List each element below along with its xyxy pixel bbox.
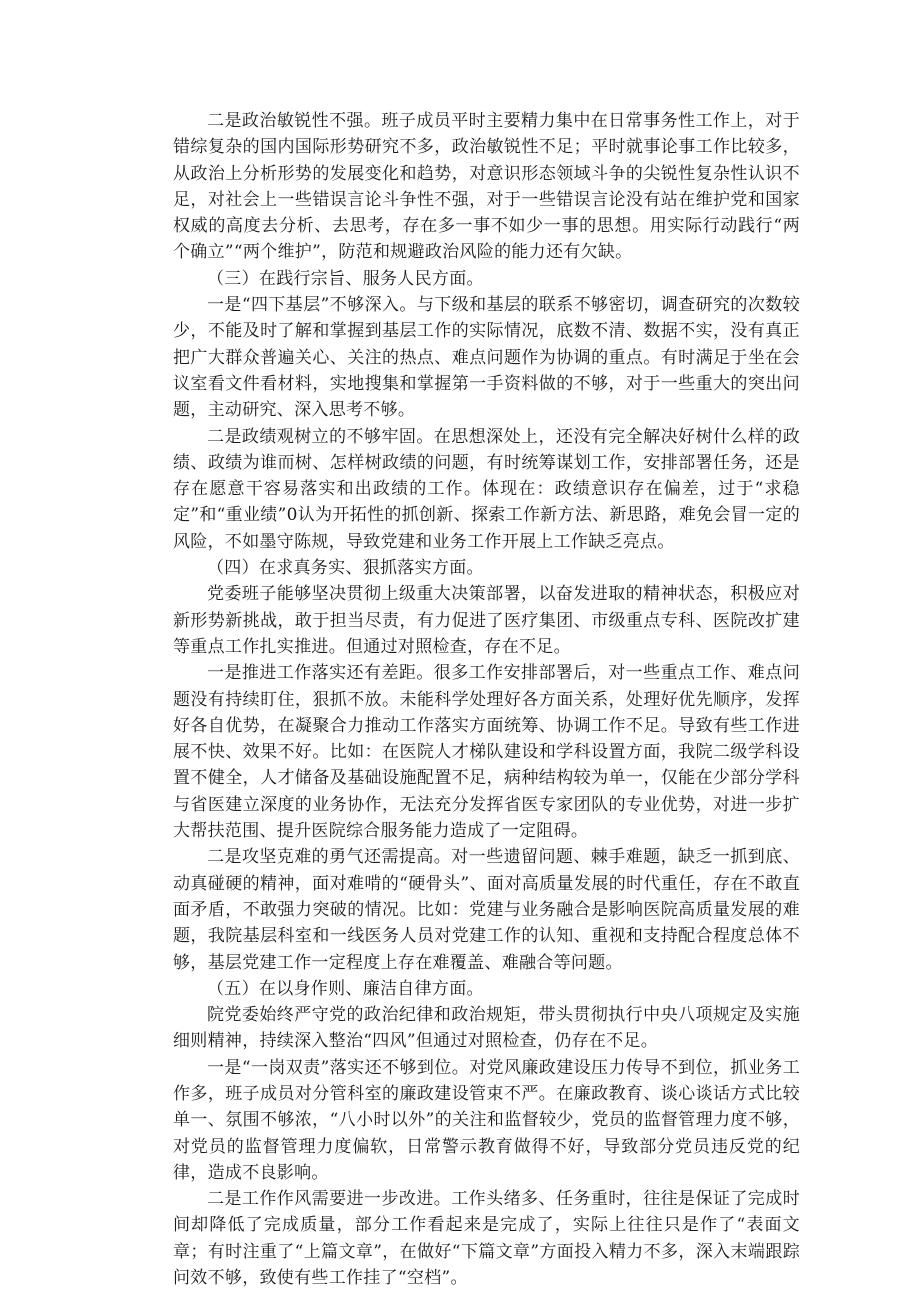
paragraph-work-style: 二是工作作风需要进一步改进。工作头绪多、任务重时，往往是保证了完成时间却降低了完成质量，部分工作看起来是完成了，实际上往往只是作了“表面文章；有时注重了“上篇文章”，在做好“下篇文章”方面投入精力不多，深入末端跟踪问效不够，致使有些工作挂了“空档”。 xyxy=(173,1189,800,1289)
paragraph-courage: 二是攻坚克难的勇气还需提高。对一些遗留问题、棘手难题，缺乏一抓到底、动真碰硬的精神，面对难啃的“硬骨头”、面对高质量发展的时代重任，存在不敢直面矛盾，不敢强力突破的情况。比如：党建与业务融合是影响医院高质量发展的难题，我院基层科室和一线医务人员对党建工作的认知、重视和支持配合程度总体不够，基层党建工作一定程度上存在难覆盖、难融合等问题。 xyxy=(173,847,800,973)
section-heading-5: （五）在以身作则、廉洁自律方面。 xyxy=(207,978,484,999)
paragraph-implementation-gap: 一是推进工作落实还有差距。很多工作安排部署后，对一些重点工作、难点问题没有持续盯住，狠抓不放。未能科学处理好各方面关系，处理好优先顺序，发挥好各自优势，在凝聚合力推动工作落实方面统筹、协调工作不足。导致有些工作进展不快、效果不好。比如：在医院人才梯队建设和学科设置方面，我院二级学科设置不健全，人才储备及基础设施配置不足，病种结构较为单一，仅能在少部分学科与省医建立深度的业务协作，无法充分发挥省医专家团队的专业优势，对进一步扩大帮扶范围、提升医院综合服务能力造成了一定阻碍。 xyxy=(173,663,800,842)
paragraph-performance-view: 二是政绩观树立的不够牢固。在思想深处上，还没有完全解决好树什么样的政绩、政绩为谁而树、怎样树政绩的问题，有时统筹谋划工作，安排部署任务，还是存在愿意干容易落实和出政绩的工作。体现在：政绩意识存在偏差，过于“求稳定”和“重业绩”0认为开拓性的抓创新、探索工作新方法、新思路，难免会冒一定的风险，不如墨守陈规，导致党建和业务工作开展上工作缺乏亮点。 xyxy=(173,426,800,552)
paragraph-political-sensitivity: 二是政治敏锐性不强。班子成员平时主要精力集中在日常事务性工作上，对于错综复杂的国内国际形势研究不多，政治敏锐性不足；平时就事论事工作比较多，从政治上分析形势的发展变化和趋势，对意识形态领域斗争的尖锐性复杂性认识不足，对社会上一些错误言论斗争性不强，对于一些错误言论没有站在维护党和国家权威的高度去分析、去思考，存在多一事不如少一事的思想。用实际行动践行“两个确立”“两个维护”，防范和规避政治风险的能力还有欠缺。 xyxy=(173,111,800,263)
paragraph-dual-responsibility: 一是“一岗双责”落实还不够到位。对党风廉政建设压力传导不到位，抓业务工作多，班子成员对分管科室的廉政建设管束不严。在廉政教育、谈心谈话方式比较单一、氛围不够浓，“八小时以外”的关注和监督较少，党员的监督管理力度不够，对党员的监督管理力度偏软，日常警示教育做得不好，导致部分党员违反党的纪律，造成不良影响。 xyxy=(173,1057,800,1183)
paragraph-party-committee: 党委班子能够坚决贯彻上级重大决策部署，以奋发进取的精神状态，积极应对新形势新挑战，敢于担当尽责，有力促进了医疗集团、市级重点专科、医院改扩建等重点工作扎实推进。但通过对照检查，存在不足。 xyxy=(173,584,800,657)
section-heading-4: （四）在求真务实、狠抓落实方面。 xyxy=(207,558,484,579)
paragraph-discipline: 院党委始终严守党的政治纪律和政治规矩，带头贯彻执行中央八项规定及实施细则精神，持续深入整治“四风”但通过对照检查，仍存在不足。 xyxy=(173,1005,800,1052)
paragraph-grassroots: 一是“四下基层”不够深入。与下级和基层的联系不够密切，调查研究的次数较少，不能及时了解和掌握到基层工作的实际情况，底数不清、数据不实，没有真正把广大群众普遍关心、关注的热点、难点问题作为协调的重点。有时满足于坐在会议室看文件看材料，实地搜集和掌握第一手资料做的不够，对于一些重大的突出问题，主动研究、深入思考不够。 xyxy=(173,295,800,421)
section-heading-3: （三）在践行宗旨、服务人民方面。 xyxy=(207,268,484,289)
